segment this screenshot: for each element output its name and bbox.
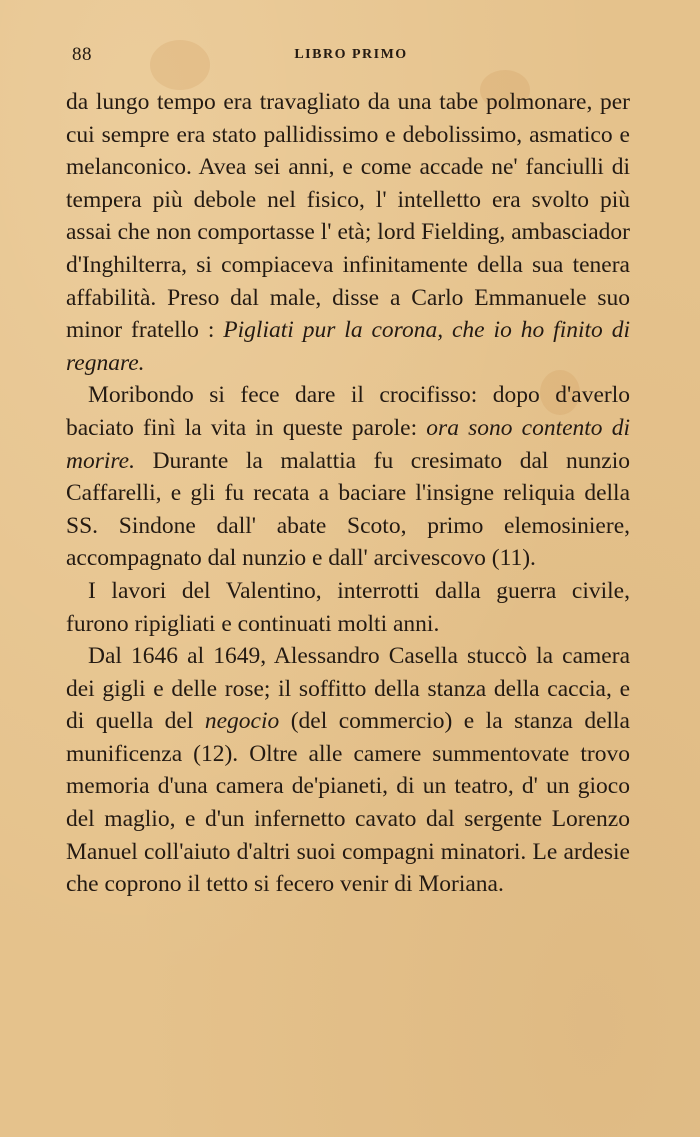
paragraph-text: Moribondo si fece dare il crocifisso: dopo d'averlo baciato finì la vita in queste parole: bbox=[66, 382, 630, 441]
paragraph-text: (del commercio) e la stanza della munificenza (12). Oltre alle camere summentovate trovo memoria d'una camera de'pianeti, di un teatro, d' un gioco del maglio, e d'un infernetto cavato dal sergente Lorenzo Manuel coll'aiuto d'altri suoi compagni minatori. Le ardesie che coprono il tetto si fecero venir di Moriana. bbox=[66, 708, 630, 898]
italic-text: ora sono contento di morire. bbox=[66, 414, 630, 474]
page-header bbox=[64, 44, 638, 72]
page-number: 88 bbox=[72, 44, 92, 65]
paragraph bbox=[66, 379, 630, 575]
paragraph-text: Dal 1646 al 1649, Alessandro Casella stuccò la camera dei gigli e delle rose; il soffitto della stanza della caccia, e di quella del bbox=[66, 643, 630, 735]
paragraph-text: da lungo tempo era travagliato da una tabe polmonare, per cui sempre era stato pallidissimo e debolissimo, asmatico e melanconico. Avea sei anni, e come accade ne' fanciulli di tempera più debole nel fisico, l' intelletto era svolto più assai che non comportasse l' età; lord Fielding, ambasciador d'Inghilterra, si compiaceva infinitamente della sua tenera affabilità. Preso dal male, disse a Carlo Emmanuele suo minor fratello : bbox=[66, 89, 630, 344]
paragraph-text: Durante la malattia fu cresimato dal nunzio Caffarelli, e gli fu recata a baciare l'insigne reliquia della SS. Sindone dall' abate Scoto, primo elemosiniere, accompagnato dal nunzio e dall' arcivescovo (11). bbox=[66, 447, 630, 572]
italic-text: Pigliati pur la corona, che io ho finito di regnare. bbox=[66, 317, 630, 376]
paragraph bbox=[66, 575, 630, 640]
italic-text: negocio bbox=[204, 708, 280, 735]
paragraph bbox=[66, 86, 630, 379]
paragraph-text: I lavori del Valentino, interrotti dalla guerra civile, furono ripigliati e continuati molti anni. bbox=[66, 577, 630, 637]
running-title: LIBRO PRIMO bbox=[294, 47, 408, 62]
paragraph bbox=[66, 640, 630, 901]
body-text bbox=[66, 86, 630, 901]
